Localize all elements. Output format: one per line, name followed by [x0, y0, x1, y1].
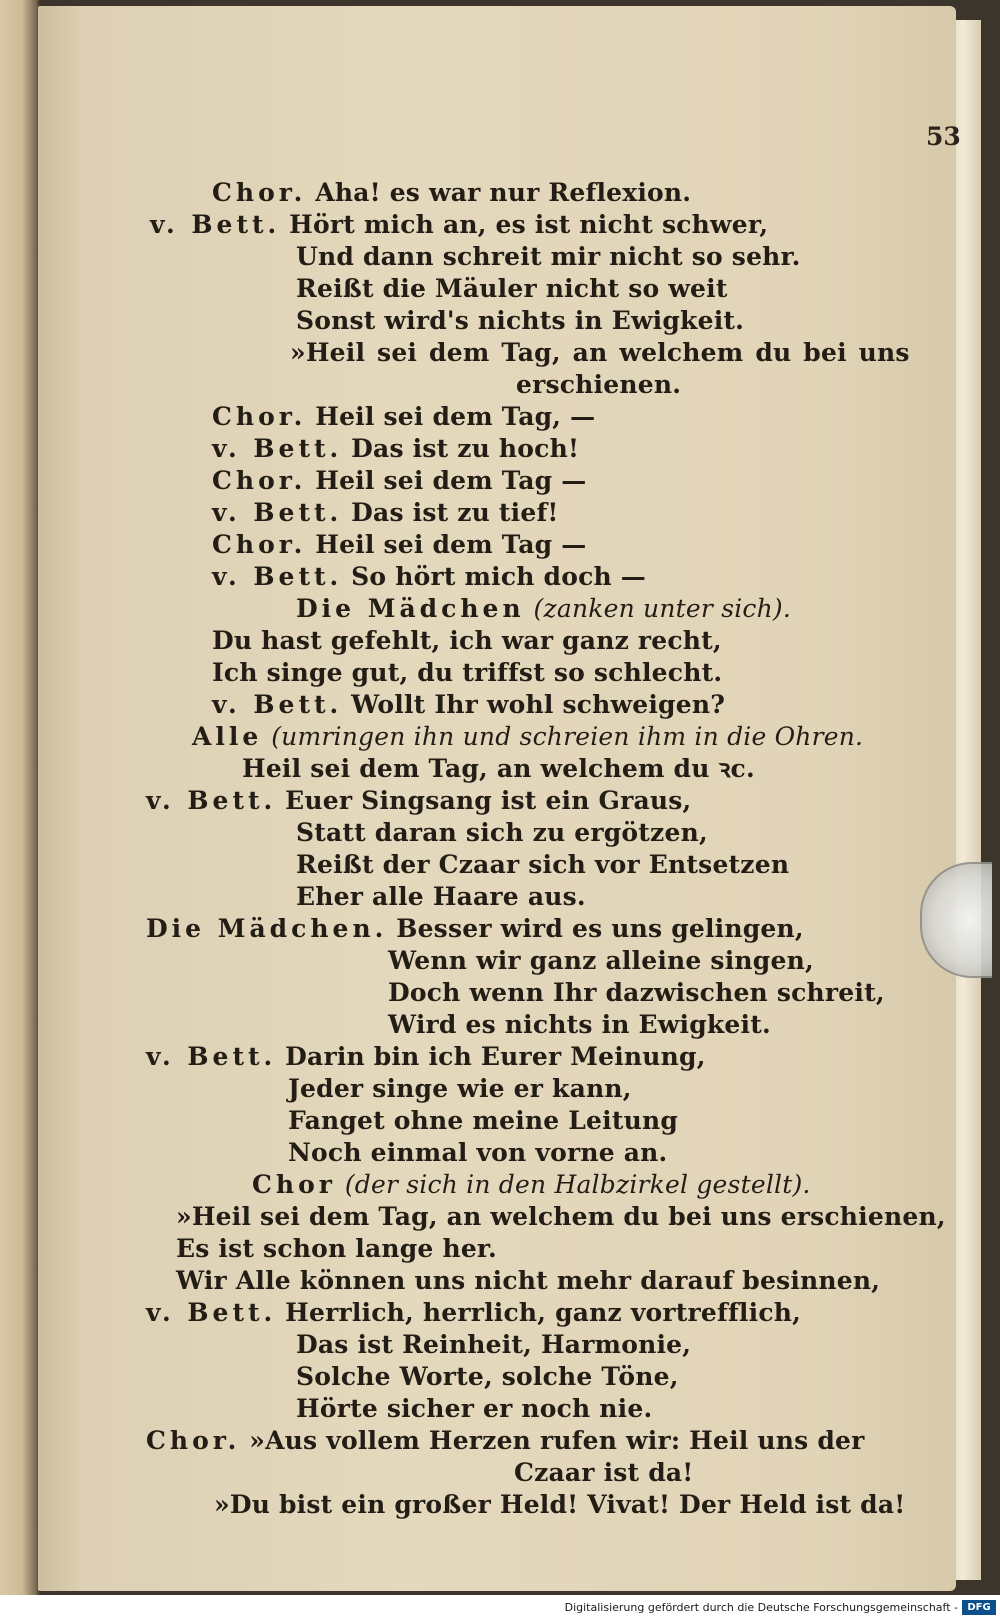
- text-line: [212, 562, 646, 592]
- speaker-label: v. Bett.: [212, 434, 343, 463]
- stage-direction: (zanken unter sich).: [533, 594, 792, 623]
- text-line: [212, 690, 725, 720]
- text-line: [212, 178, 691, 208]
- text-line: [212, 530, 586, 560]
- verse-line: Es ist schon lange her.: [176, 1234, 497, 1263]
- verse-line: Und dann schreit mir nicht so sehr.: [296, 242, 801, 271]
- verse-line: Sonst wird's nichts in Ewigkeit.: [296, 306, 745, 335]
- verse-line: Ich singe gut, du triffst so schlecht.: [212, 658, 723, 687]
- speaker-label: Die Mädchen: [296, 594, 525, 623]
- speaker-label: Chor.: [212, 466, 307, 495]
- verse-text: Besser wird es uns gelingen,: [396, 914, 804, 943]
- page-number: 53: [926, 122, 961, 151]
- text-line: [150, 210, 768, 240]
- speaker-label: Chor: [252, 1170, 336, 1199]
- stage-direction: (der sich in den Halbzirkel gestellt).: [344, 1170, 811, 1199]
- text-line: [146, 786, 691, 816]
- verse-text: Das ist zu hoch!: [351, 434, 580, 463]
- speaker-label: v. Bett.: [146, 786, 277, 815]
- verse-line: Wenn wir ganz alleine singen,: [388, 946, 814, 975]
- speaker-label: Chor.: [212, 178, 307, 207]
- verse-line: Das ist Reinheit, Harmonie,: [296, 1330, 692, 1359]
- text-line: [296, 594, 791, 624]
- verse-line: »Heil sei dem Tag, an welchem du bei uns: [290, 338, 910, 367]
- text-line: [212, 498, 559, 528]
- stage-direction: (umringen ihn und schreien ihm in die Ohren.: [271, 722, 864, 751]
- speaker-label: v. Bett.: [212, 690, 343, 719]
- verse-text: Hört mich an, es ist nicht schwer,: [289, 210, 769, 239]
- verse-line: erschienen.: [516, 370, 682, 399]
- book-page: [38, 6, 961, 1591]
- verse-line: »Du bist ein großer Held! Vivat! Der Held ist da!: [214, 1490, 906, 1519]
- text-line: [212, 466, 586, 496]
- verse-line: Reißt der Czaar sich vor Entsetzen: [296, 850, 790, 879]
- verse-text: Heil sei dem Tag —: [315, 530, 587, 559]
- verse-text: Aha! es war nur Reflexion.: [315, 178, 692, 207]
- verse-text: Das ist zu tief!: [351, 498, 559, 527]
- verse-line: Jeder singe wie er kann,: [288, 1074, 632, 1103]
- dfg-logo: DFG: [962, 1600, 996, 1615]
- speaker-label: v. Bett.: [212, 498, 343, 527]
- verse-text: Wollt Ihr wohl schweigen?: [351, 690, 726, 719]
- speaker-label: v. Bett.: [146, 1042, 277, 1071]
- verse-line: Wird es nichts in Ewigkeit.: [388, 1010, 771, 1039]
- text-line: [146, 1042, 706, 1072]
- funding-notice: Digitalisierung gefördert durch die Deutsche Forschungsgemeinschaft -: [564, 1601, 958, 1614]
- speaker-label: Chor.: [212, 530, 307, 559]
- verse-text: Heil sei dem Tag, —: [315, 402, 596, 431]
- speaker-label: v. Bett.: [146, 1298, 277, 1327]
- speaker-label: Chor.: [146, 1426, 241, 1455]
- verse-text: Heil sei dem Tag —: [315, 466, 587, 495]
- text-line: [146, 914, 804, 944]
- verse-line: Doch wenn Ihr dazwischen schreit,: [388, 978, 885, 1007]
- verse-line: Statt daran sich zu ergötzen,: [296, 818, 708, 847]
- speaker-label: v. Bett.: [212, 562, 343, 591]
- text-line: [146, 1426, 865, 1456]
- verse-line: Solche Worte, solche Töne,: [296, 1362, 679, 1391]
- verse-line: »Heil sei dem Tag, an welchem du bei uns erschienen,: [176, 1202, 946, 1231]
- verse-line: Wir Alle können uns nicht mehr darauf besinnen,: [176, 1266, 881, 1295]
- speaker-label: Alle: [192, 722, 263, 751]
- speaker-label: v. Bett.: [150, 210, 281, 239]
- text-line: [212, 402, 595, 432]
- left-page-edge: [0, 0, 40, 1595]
- verse-line: Reißt die Mäuler nicht so weit: [296, 274, 728, 303]
- verse-text: »Aus vollem Herzen rufen wir: Heil uns der: [249, 1426, 865, 1455]
- verse-line: Fanget ohne meine Leitung: [288, 1106, 679, 1135]
- verse-text: Darin bin ich Eurer Meinung,: [285, 1042, 706, 1071]
- speaker-label: Die Mädchen.: [146, 914, 388, 943]
- speaker-label: Chor.: [212, 402, 307, 431]
- verse-line: Eher alle Haare aus.: [296, 882, 586, 911]
- verse-text: Euer Singsang ist ein Graus,: [285, 786, 692, 815]
- verse-line: Heil sei dem Tag, an welchem du ꝛc.: [242, 754, 755, 783]
- text-line: [192, 722, 863, 752]
- verse-text: Herrlich, herrlich, ganz vortrefflich,: [285, 1298, 802, 1327]
- footer-bar: [0, 1597, 1000, 1620]
- verse-line: Du hast gefehlt, ich war ganz recht,: [212, 626, 722, 655]
- verse-line: Noch einmal von vorne an.: [288, 1138, 668, 1167]
- verse-line: Czaar ist da!: [514, 1458, 694, 1487]
- verse-text: So hört mich doch —: [351, 562, 646, 591]
- text-line: [146, 1298, 801, 1328]
- verse-line: Hörte sicher er noch nie.: [296, 1394, 653, 1423]
- text-line: [252, 1170, 811, 1200]
- text-line: [212, 434, 579, 464]
